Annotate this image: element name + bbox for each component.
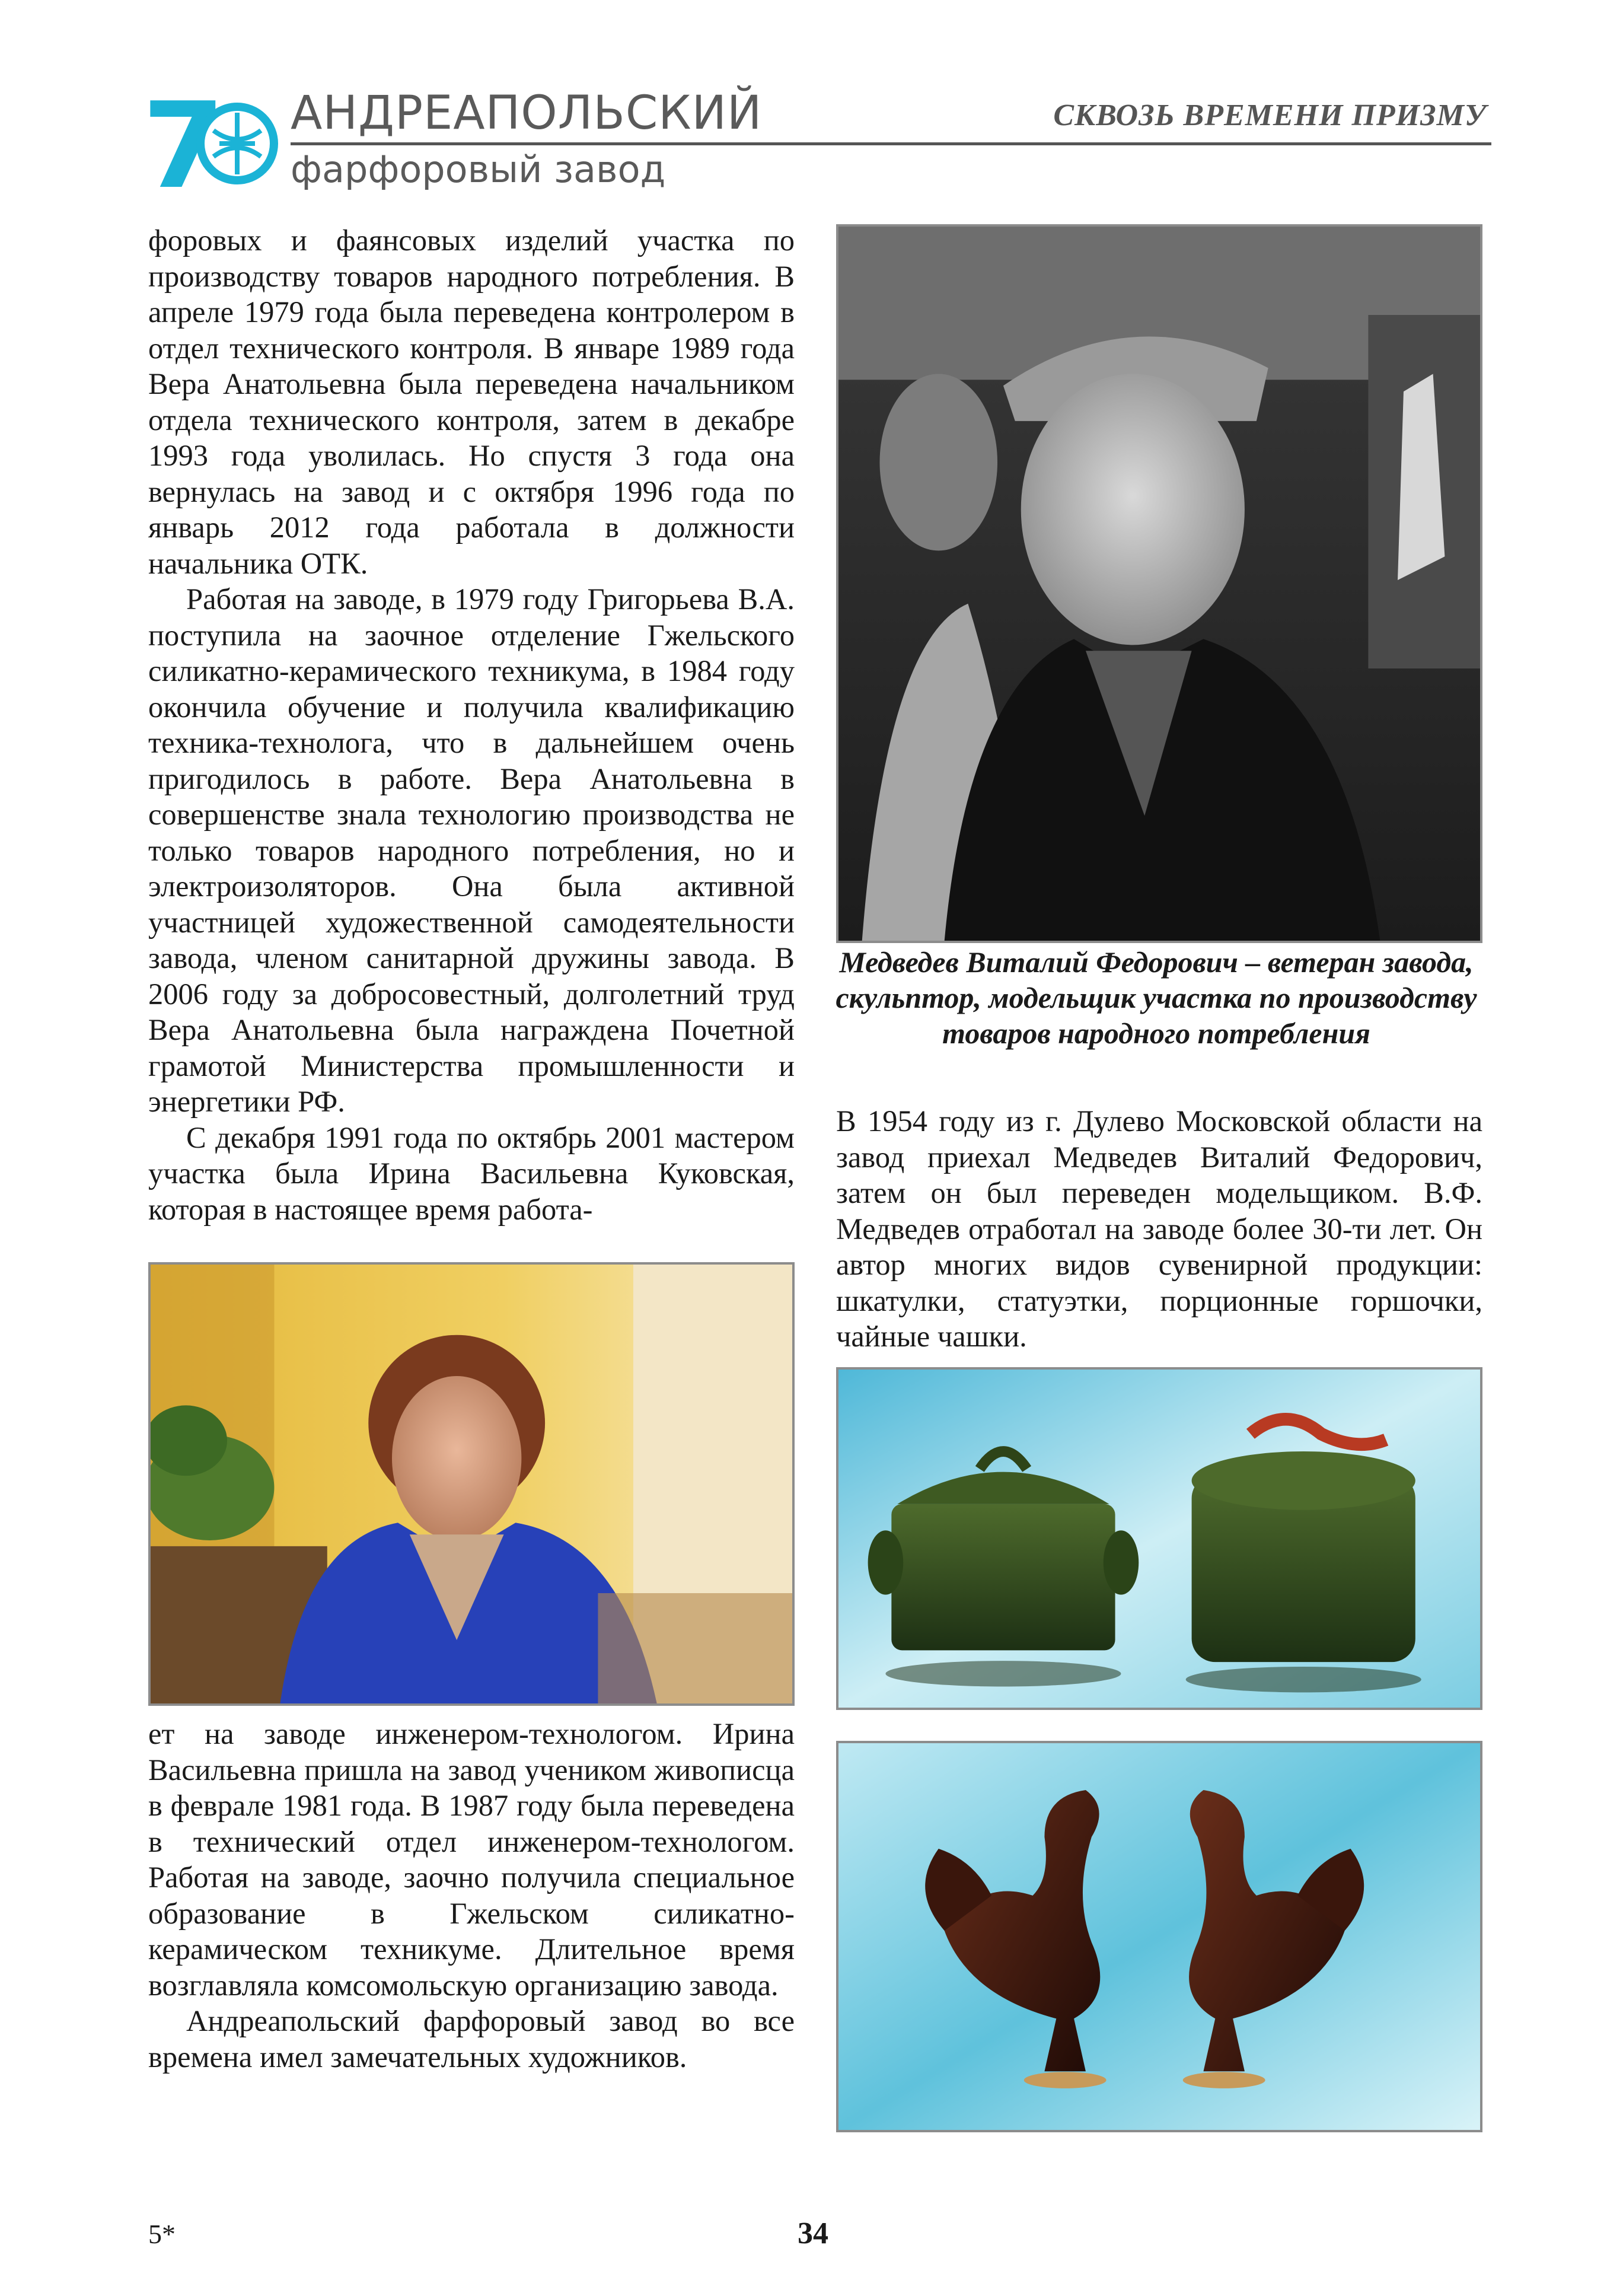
- paragraph: С декабря 1991 года по октябрь 2001 мастером участка была Ирина Васильевна Куковская, которая в настоящее время работа-: [148, 1120, 795, 1226]
- left-text-block-1: [148, 222, 795, 1227]
- brand-line2: фарфоровый завод: [291, 148, 666, 191]
- brand-line1: АНДРЕАПОЛЬСКИЙ: [291, 87, 763, 140]
- signature-mark: 5*: [148, 2219, 176, 2249]
- photo-medvedev: [836, 224, 1482, 943]
- anniversary-70-logo: [142, 89, 279, 196]
- photo-kukovskaya: [148, 1262, 795, 1706]
- photo-caskets: [836, 1367, 1482, 1710]
- paragraph: В 1954 году из г. Дулево Московской области на завод приехал Медведев Виталий Федорович, затем он был переведен модельщиком. В.Ф. Медведев отработал на заводе более 30-ти лет. Он автор многих видов сувенирной продукции: шкатулки, статуэтки, порционные горшочки, чайные чашки.: [836, 1104, 1482, 1353]
- right-text-block: [836, 1103, 1482, 1355]
- photo-caption: Медведев Виталий Федорович – ветеран завода, скульптор, модельщик участка по производству товаров народного потребления: [836, 945, 1477, 1050]
- photo-roosters: [836, 1741, 1482, 2132]
- paragraph: Андреапольский фарфоровый завод во все времена имел замечательных художников.: [148, 2004, 795, 2074]
- header-rule: [291, 142, 1491, 145]
- left-text-block-2: [148, 1716, 795, 2075]
- logo-seven: 7: [142, 89, 225, 196]
- paragraph: форовых и фаянсовых изделий участка по производству товаров народного потребления. В апреле 1979 года была переведена контролером в отдел технического контроля. В январе 1989 года Вера Анатольевна была переведена начальником отдела технического контроля, затем в декабре 1993 года уволилась. Но спустя 3 года она вернулась на завод и с октября 1996 года по январь 2012 года работала в должности начальника ОТК.: [148, 224, 795, 580]
- paragraph: ет на заводе инженером-технологом. Ирина Васильевна пришла на завод учеником живописца в феврале 1981 года. В 1987 году была переведена в технический отдел инженером-технологом. Работая на заводе, заочно получила специальное образование в Гжельском силикатно-керамическом техникуме. Длительное время возглавляла комсомольскую организацию завода.: [148, 1717, 795, 2002]
- paragraph: Работая на заводе, в 1979 году Григорьева В.А. поступила на заочное отделение Гжельского силикатно-керамического техникума, в 1984 году окончила обучение и получила квалификацию техника-технолога, что в дальнейшем очень пригодилось в работе. Вера Анатольевна в совершенстве знала технологию производства не только товаров народного потребления, но и электроизоляторов. Она была активной участницей художественной самодеятельности завода, членом санитарной дружины завода. В 2006 году за добросовестный, долголетний труд Вера Анатольевна была награждена Почетной грамотой Министерства промышленности и энергетики РФ.: [148, 582, 795, 1118]
- running-title: СКВОЗЬ ВРЕМЕНИ ПРИЗМУ: [1053, 98, 1487, 132]
- page-number: 34: [798, 2217, 828, 2250]
